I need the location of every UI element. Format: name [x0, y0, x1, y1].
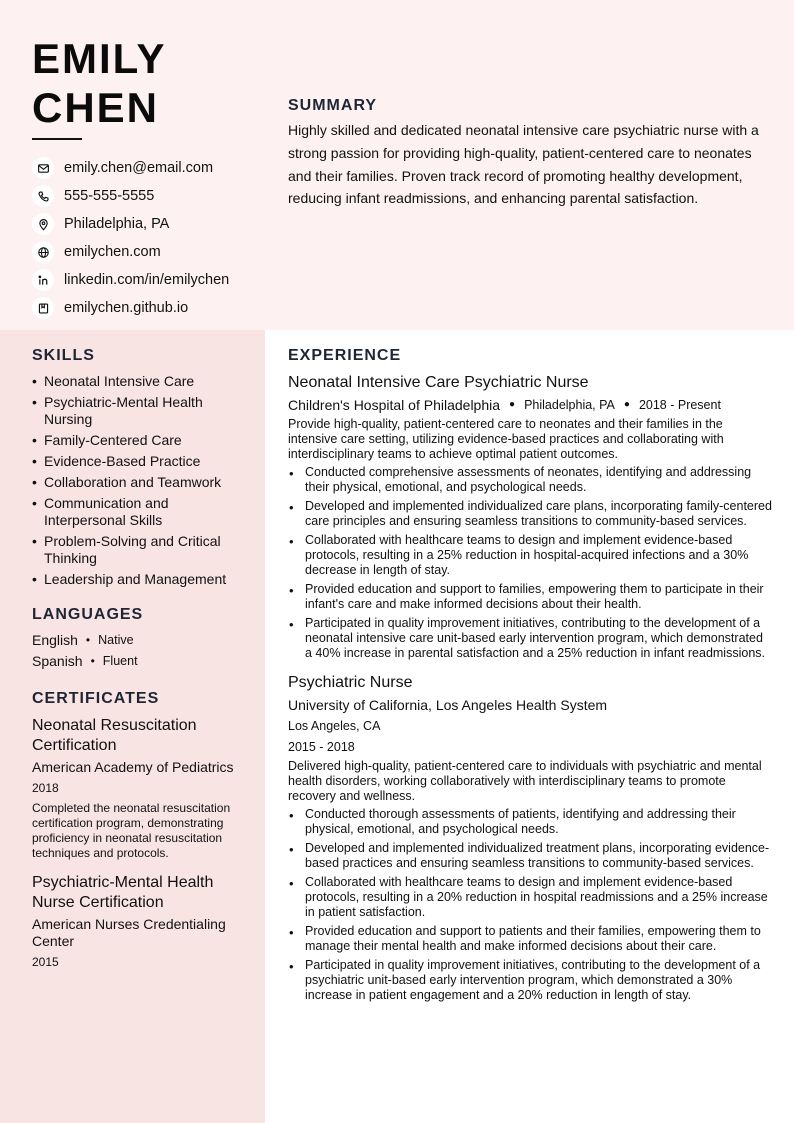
skills-list	[32, 373, 252, 588]
contact-linkedin[interactable]	[32, 266, 258, 294]
job-bullet: • Conducted thorough assessments of patients, identifying and addressing their physical, emotional, and psychological needs.	[288, 807, 772, 837]
job-bullets	[288, 465, 772, 661]
language-row	[32, 630, 252, 651]
job-employer: Children's Hospital of Philadelphia	[288, 397, 501, 413]
skill-item: • Neonatal Intensive Care	[32, 373, 252, 390]
name-divider	[32, 138, 82, 140]
separator-dot: •	[85, 633, 91, 647]
separator-dot: •	[90, 654, 95, 668]
language-name: Spanish	[32, 653, 83, 669]
skill-item: • Collaboration and Teamwork	[32, 474, 252, 491]
contact-github[interactable]	[32, 294, 258, 322]
contact-email[interactable]	[32, 154, 258, 182]
location-icon	[32, 213, 54, 235]
language-row	[32, 651, 252, 672]
skill-item: • Leadership and Management	[32, 571, 252, 588]
contact-phone[interactable]	[32, 182, 258, 210]
job-bullet: • Collaborated with healthcare teams to design and implement evidence-based protocols, resulting in a 25% reduction in hospital-acquired infections and a 30% decrease in length of stay.	[288, 533, 772, 578]
contact-linkedin-text: linkedin.com/in/emilychen	[64, 272, 230, 288]
job-location: Los Angeles, CA	[288, 719, 381, 733]
job-title: Neonatal Intensive Care Psychiatric Nurse	[288, 374, 589, 391]
certificate-year: 2015	[32, 955, 59, 969]
job-location: Philadelphia, PA	[524, 398, 615, 412]
job-bullet: • Provided education and support to families, empowering them to participate in their infant's care and make informed decisions about their health.	[288, 582, 772, 612]
summary-text: Highly skilled and dedicated neonatal intensive care psychiatric nurse with a strong passion for providing high-quality, patient-centered care to neonates and their families. Proven track record of promoting healthy development, reducing infant readmissions, and enhancing parental satisfaction.	[288, 122, 759, 207]
job-title: Psychiatric Nurse	[288, 674, 413, 691]
skill-item: • Problem-Solving and Critical Thinking	[32, 533, 252, 567]
job-bullet: • Participated in quality improvement initiatives, contributing to the development of a neonatal intensive care unit-based early intervention program, which demonstrated a 40% increase in parental satisfaction and a 25% reduction in infant readmissions.	[288, 616, 772, 661]
job-entry	[288, 373, 772, 661]
job-bullet: • Provided education and support to patients and their families, empowering them to manage their mental health and make informed decisions about their care.	[288, 924, 772, 954]
sidebar	[32, 347, 252, 982]
contact-location	[32, 210, 258, 238]
certificate-item	[32, 873, 252, 970]
certificate-title: Psychiatric-Mental Health Nurse Certification	[32, 874, 214, 911]
contact-github-text: emilychen.github.io	[64, 300, 189, 316]
certificate-description: Completed the neonatal resuscitation certification program, demonstrating proficiency in neonatal resuscitation techniques and protocols.	[32, 801, 231, 860]
name-first: EMILY	[32, 35, 167, 82]
job-bullet: • Developed and implemented individualized care plans, incorporating family-centered care principles and ensuring seamless transitions to community-based services.	[288, 499, 772, 529]
separator-dot: ●	[509, 399, 516, 410]
languages-title: LANGUAGES	[32, 606, 144, 623]
job-bullets	[288, 807, 772, 1003]
language-name: English	[32, 632, 78, 648]
job-dates: 2018 - Present	[638, 398, 721, 412]
experience-section	[288, 347, 772, 1015]
job-description: Delivered high-quality, patient-centered care to individuals with psychiatric and mental health disorders, working collaboratively with interdisciplinary teams to promote recovery and wellness.	[288, 759, 762, 803]
experience-title: EXPERIENCE	[288, 347, 402, 364]
language-level: Native	[98, 633, 134, 647]
job-dates: 2015 - 2018	[288, 740, 355, 754]
certificates-title: CERTIFICATES	[32, 690, 160, 707]
job-bullet: • Collaborated with healthcare teams to design and implement evidence-based protocols, resulting in a 20% reduction in hospital readmissions and a 25% increase in patient satisfaction.	[288, 875, 772, 920]
name-last: CHEN	[32, 84, 160, 131]
email-icon	[32, 157, 54, 179]
globe-icon	[32, 241, 54, 263]
separator-dot: ●	[623, 399, 630, 410]
certificate-issuer: American Nurses Credentialing Center	[32, 916, 226, 949]
job-meta	[288, 396, 772, 414]
skill-item: • Communication and Interpersonal Skills	[32, 495, 252, 529]
job-bullet: • Developed and implemented individualized treatment plans, incorporating evidence-based practices and ensuring seamless transitions to community-based services.	[288, 841, 772, 871]
candidate-name	[32, 34, 258, 132]
contact-phone-text: 555-555-5555	[64, 188, 155, 204]
linkedin-icon	[32, 269, 54, 291]
job-description: Provide high-quality, patient-centered care to neonates and their families in the intensive care setting, utilizing evidence-based practices and collaborating with interdisciplinary teams to achieve optimal patient outcomes.	[288, 417, 724, 461]
skill-item: • Family-Centered Care	[32, 432, 252, 449]
contact-email-text: emily.chen@email.com	[64, 160, 214, 176]
skill-item: • Psychiatric-Mental Health Nursing	[32, 394, 252, 428]
contact-location-text: Philadelphia, PA	[64, 216, 170, 232]
certificate-issuer: American Academy of Pediatrics	[32, 759, 234, 775]
certificate-title: Neonatal Resuscitation Certification	[32, 717, 197, 754]
contact-website[interactable]	[32, 238, 258, 266]
summary-section	[288, 97, 772, 210]
job-employer: University of California, Los Angeles Health System	[288, 697, 608, 713]
contact-website-text: emilychen.com	[64, 244, 161, 260]
skill-item: • Evidence-Based Practice	[32, 453, 252, 470]
certificate-year: 2018	[32, 781, 59, 795]
summary-title: SUMMARY	[288, 97, 378, 114]
job-bullet: • Participated in quality improvement initiatives, contributing to the development of a psychiatric unit-based early intervention program, which demonstrated a 30% increase in patient engagement and a 20% reduction in length of stay.	[288, 958, 772, 1003]
phone-icon	[32, 185, 54, 207]
header	[32, 34, 258, 322]
job-entry	[288, 673, 772, 1003]
certificate-item	[32, 716, 252, 861]
language-level: Fluent	[102, 654, 138, 668]
skills-title: SKILLS	[32, 347, 95, 364]
github-icon	[32, 297, 54, 319]
job-bullet: • Conducted comprehensive assessments of neonates, identifying and addressing their physical, emotional, and psychological needs.	[288, 465, 772, 495]
